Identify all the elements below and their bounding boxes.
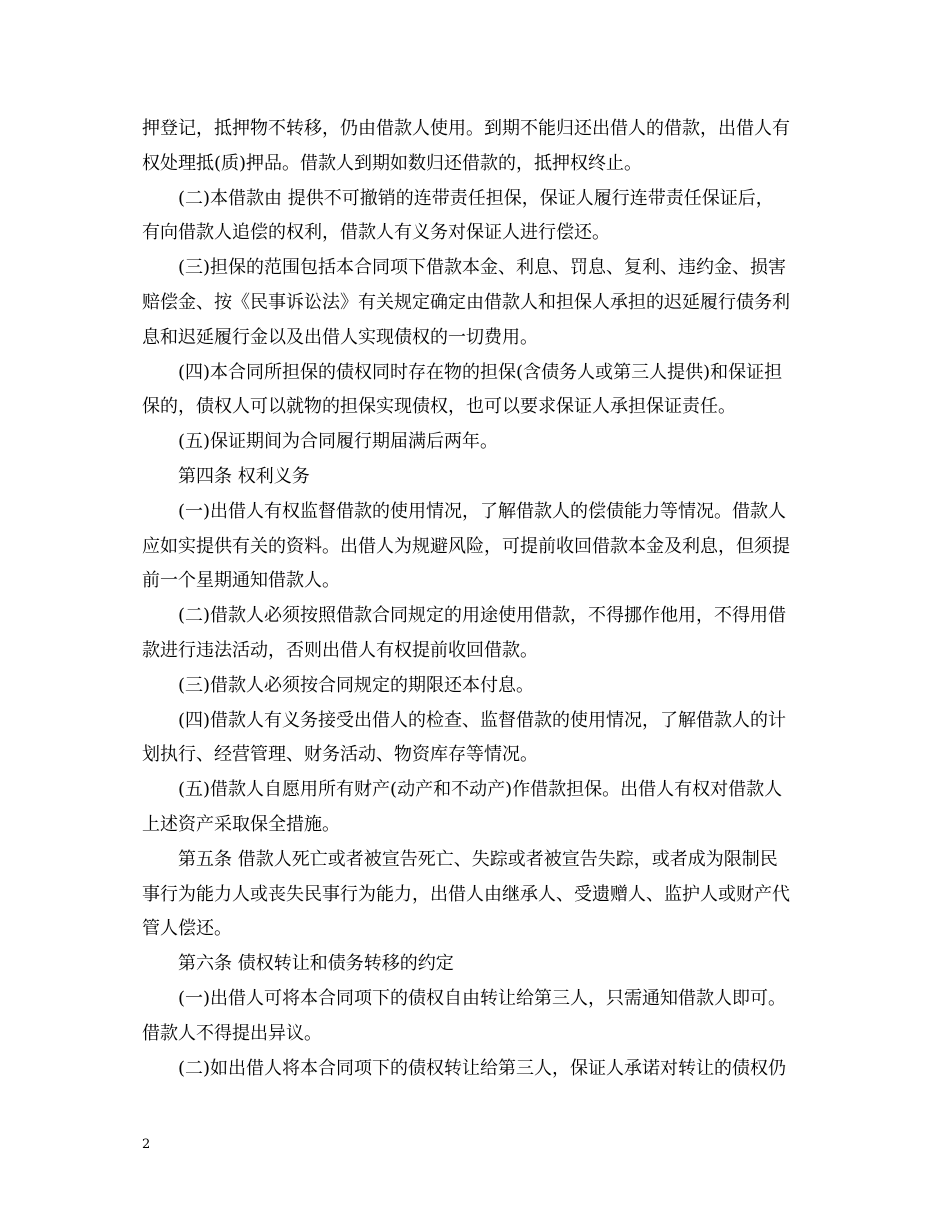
text-line: (二)本借款由 提供不可撤销的连带责任担保，保证人履行连带责任保证后， (178, 187, 774, 209)
text-line: 保的，债权人可以就物的担保实现债权，也可以要求保证人承担保证责任。 (142, 396, 736, 418)
document-body (142, 112, 812, 1086)
text-line: (二)如出借人将本合同项下的债权转让给第三人，保证人承诺对转让的债权仍 (178, 1057, 787, 1079)
text-line: (三)担保的范围包括本合同项下借款本金、利息、罚息、复利、违约金、损害 (178, 257, 787, 279)
text-line: 应如实提供有关的资料。出借人为规避风险，可提前收回借款本金及利息，但须提 (142, 535, 790, 557)
text-line: (一)出借人有权监督借款的使用情况，了解借款人的偿债能力等情况。借款人 (178, 500, 787, 522)
text-line: 第六条 债权转让和债务转移的约定 (178, 953, 454, 975)
text-line: (一)出借人可将本合同项下的债权自由转让给第三人，只需通知借款人即可。 (178, 987, 787, 1009)
text-line: 押登记，抵押物不转移，仍由借款人使用。到期不能归还出借人的借款，出借人有 (142, 118, 790, 139)
text-line: 前一个星期通知借款人。 (142, 570, 340, 592)
text-line: (五)保证期间为合同履行期届满后两年。 (178, 431, 499, 453)
text-line: 有向借款人追偿的权利，借款人有义务对保证人进行偿还。 (142, 222, 610, 244)
text-line: 事行为能力人或丧失民事行为能力，出借人由继承人、受遗赠人、监护人或财产代 (142, 883, 790, 905)
text-line: 借款人不得提出异议。 (142, 1022, 322, 1044)
text-line: 息和迟延履行金以及出借人实现债权的一切费用。 (142, 326, 538, 348)
text-line: 划执行、经营管理、财务活动、物资库存等情况。 (142, 744, 538, 766)
text-line: 款进行违法活动，否则出借人有权提前收回借款。 (142, 639, 538, 661)
text-line: 第四条 权利义务 (178, 465, 310, 487)
text-line: 第五条 借款人死亡或者被宣告死亡、失踪或者被宣告失踪，或者成为限制民 (178, 848, 778, 870)
text-line: (三)借款人必须按合同规定的期限还本付息。 (178, 674, 535, 696)
text-line: (四)借款人有义务接受出借人的检查、监督借款的使用情况，了解借款人的计 (178, 709, 787, 731)
text-line: (五)借款人自愿用所有财产(动产和不动产)作借款担保。出借人有权对借款人 (178, 779, 783, 801)
text-line: (二)借款人必须按照借款合同规定的用途使用借款，不得挪作他用，不得用借 (178, 605, 787, 627)
text-line: 上述资产采取保全措施。 (142, 813, 340, 835)
text-line: 赔偿金、按《民事诉讼法》有关规定确定由借款人和担保人承担的迟延履行债务利 (142, 291, 790, 313)
text-line: 管人偿还。 (142, 918, 232, 940)
text-line: 权处理抵(质)押品。借款人到期如数归还借款的，抵押权终止。 (142, 152, 643, 174)
page-number: 2 (142, 1137, 151, 1152)
text-line: (四)本合同所担保的债权同时存在物的担保(含债务人或第三人提供)和保证担 (178, 361, 783, 383)
